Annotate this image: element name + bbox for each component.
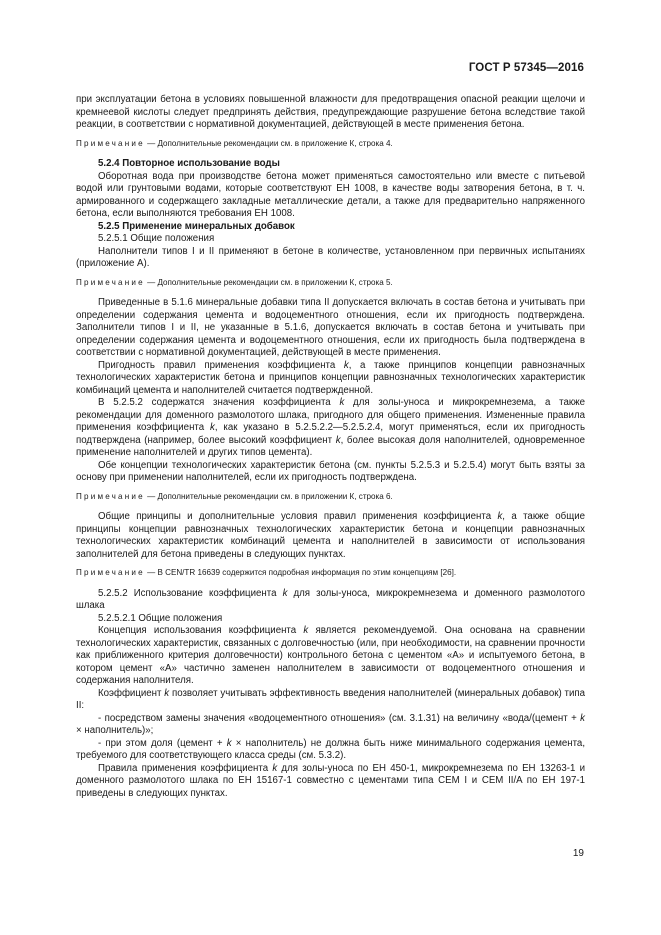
text-run: , более высокая доля наполнителей, одновременное применение наполнителей и других типов цемента). bbox=[76, 434, 585, 458]
text-run: × наполнитель)»; bbox=[76, 725, 154, 736]
text-run: k bbox=[164, 687, 170, 699]
paragraph bbox=[76, 511, 585, 561]
text-run: Правила применения коэффициента bbox=[98, 762, 273, 774]
page-number: 19 bbox=[572, 848, 584, 859]
note-label: Примечание bbox=[76, 491, 145, 501]
text-run: позволяет учитывать эффективность введения наполнителей (минеральных добавок) типа II: bbox=[76, 687, 586, 711]
text-run: для золы-уноса и микрокремнезема, а также рекомендации для доменного размолотого шлака, пригодного для общего применения. Измененные правила применения коэффициента bbox=[76, 397, 585, 433]
list-item bbox=[76, 713, 585, 738]
text-run: , а также принципов концепции равнозначных технологических характеристик бетона и принципов концепции равнозначных технологических характеристик комбинаций цемента и наполнителей считается подтвержденной. bbox=[76, 359, 585, 396]
note-text: — Дополнительные рекомендации см. в приложение К, строка 4. bbox=[144, 138, 393, 148]
text-run: k bbox=[343, 359, 349, 371]
text-run: В 5.2.5.2 содержатся значения коэффициента bbox=[98, 397, 340, 408]
text-run: k bbox=[210, 422, 215, 433]
subsection-heading: 5.2.5.2.1 Общие положения bbox=[98, 612, 223, 624]
text-run: Пригодность правил применения коэффициента bbox=[98, 359, 344, 371]
note bbox=[76, 567, 585, 580]
note bbox=[76, 138, 585, 151]
paragraph: Оборотная вода при производстве бетона может применяться самостоятельно или вместе с питьевой водой или грунтовыми водами, которые соответствуют ЕН 1008, в качестве воды затворения бетона, в т. ч. армированного и содержащего закладные металлические детали, а также для предварительно напряженного бетона, если выполняются требования ЕН 1008. bbox=[76, 170, 585, 219]
text-run: k bbox=[335, 434, 341, 446]
text-run: , как указано в 5.2.5.2.2—5.2.5.2.4, могут применяться, если их пригодность подтверждена (например, более высокий коэффициент bbox=[76, 422, 585, 446]
text-run: является рекомендуемой. Она основана на сравнении технологических характеристик, связанных с долговечностью (или, при необходимости, на сравнении прочности как приближенного критерия долговечности) контрольного бетона с цементом «А» и испытуемого бетона, в котором цемент «А» частично заменен наполнителем в зависимости от водоцементного отношения и содержания наполнителя. bbox=[76, 625, 585, 686]
subsection-heading bbox=[76, 588, 585, 613]
paragraph: Наполнители типов I и II применяют в бетоне в количестве, установленном при первичных испытаниях (приложение А). bbox=[76, 245, 585, 269]
document-header: ГОСТ Р 57345—2016 bbox=[468, 62, 584, 74]
paragraph bbox=[76, 688, 585, 713]
note-label: Примечание bbox=[76, 568, 145, 577]
note-text: — В CEN/TR 16639 содержится подробная информация по этим концепциям [26]. bbox=[144, 568, 457, 577]
section-heading: 5.2.5 Применение минеральных добавок bbox=[98, 220, 295, 232]
text-run: , а также общие принципы концепции равнозначных технологических характеристик бетона и концепции равнозначных технологических характеристик комбинаций цемента и наполнителей в зависимости от использования заполнителей для бетона приведены в следующих пунктах. bbox=[76, 511, 585, 560]
note-text: — Дополнительные рекомендации см. в приложении К, строка 6. bbox=[144, 491, 393, 501]
paragraph bbox=[76, 763, 585, 801]
paragraph bbox=[76, 397, 585, 460]
text-run: k bbox=[272, 762, 278, 774]
text-run: k bbox=[497, 511, 503, 522]
subsection-heading: 5.2.5.1 Общие положения bbox=[98, 233, 215, 244]
text-run: Концепция использования коэффициента bbox=[98, 625, 304, 636]
note bbox=[76, 277, 585, 290]
text-run: × наполнитель) не должна быть ниже минимального содержания цемента, требуемого для соответствующего класса среды (см. 5.3.2). bbox=[76, 737, 586, 761]
note-text: — Дополнительные рекомендации см. в приложении К, строка 5. bbox=[144, 277, 393, 287]
text-run: 5.2.5.2 Использование коэффициента bbox=[98, 587, 283, 599]
text-run: - посредством замены значения «водоцементного отношения» (см. 3.1.31) на величину «вода/(цемент + bbox=[98, 712, 581, 724]
list-item bbox=[76, 738, 585, 763]
text-run: Коэффициент bbox=[98, 687, 165, 699]
paragraph: при эксплуатации бетона в условиях повышенной влажности для предотвращения опасной реакции щелочи и кремнеевой кислоты следует предпринять действия, предупреждающие разрушение бетона вследствие такой реакции, в соответствии с нормативной документацией, действующей в месте применения бетона. bbox=[76, 94, 585, 130]
note-label: Примечание bbox=[76, 277, 145, 287]
section-heading: 5.2.4 Повторное использование воды bbox=[98, 158, 280, 169]
text-run: k bbox=[282, 587, 288, 599]
paragraph bbox=[76, 360, 585, 398]
text-run: k bbox=[226, 737, 232, 749]
text-run: k bbox=[339, 397, 345, 408]
note bbox=[76, 491, 585, 504]
text-run: Общие принципы и дополнительные условия правил применения коэффициента bbox=[98, 511, 498, 522]
text-run: для золы-уноса, микрокремнезема и доменного размолотого шлака bbox=[76, 587, 585, 611]
text-run: k bbox=[580, 712, 585, 724]
paragraph: Обе концепции технологических характеристик бетона (см. пункты 5.2.5.3 и 5.2.5.4) могут быть взяты за основу при применении наполнителей, если их пригодность подтверждена. bbox=[76, 459, 585, 483]
document-body bbox=[76, 94, 585, 800]
text-run: k bbox=[303, 625, 309, 636]
note-label: Примечание bbox=[76, 138, 145, 148]
paragraph bbox=[76, 625, 585, 688]
text-run: для золы-уноса по ЕН 450-1, микрокремнезема по ЕН 13263-1 и доменного размолотого шлака по ЕН 15167-1 совместно с цементами типа CEM I и CEM II/A по ЕН 197-1 приведены в следующих пунктах. bbox=[76, 762, 585, 799]
text-run: - при этом доля (цемент + bbox=[98, 737, 227, 749]
paragraph: Приведенные в 5.1.6 минеральные добавки типа II допускается включать в состав бетона и учитывать при определении содержания цемента и водоцементного отношения, если их пригодность подтверждена. Заполнители типов I и II, не указанные в 5.1.6, допускается включать в состав бетона и учитывать при определении содержания цемента и водоцементного отношения, если их пригодность была подтверждена в соответствии с нормативной документацией, действующей в месте применения. bbox=[76, 297, 585, 358]
